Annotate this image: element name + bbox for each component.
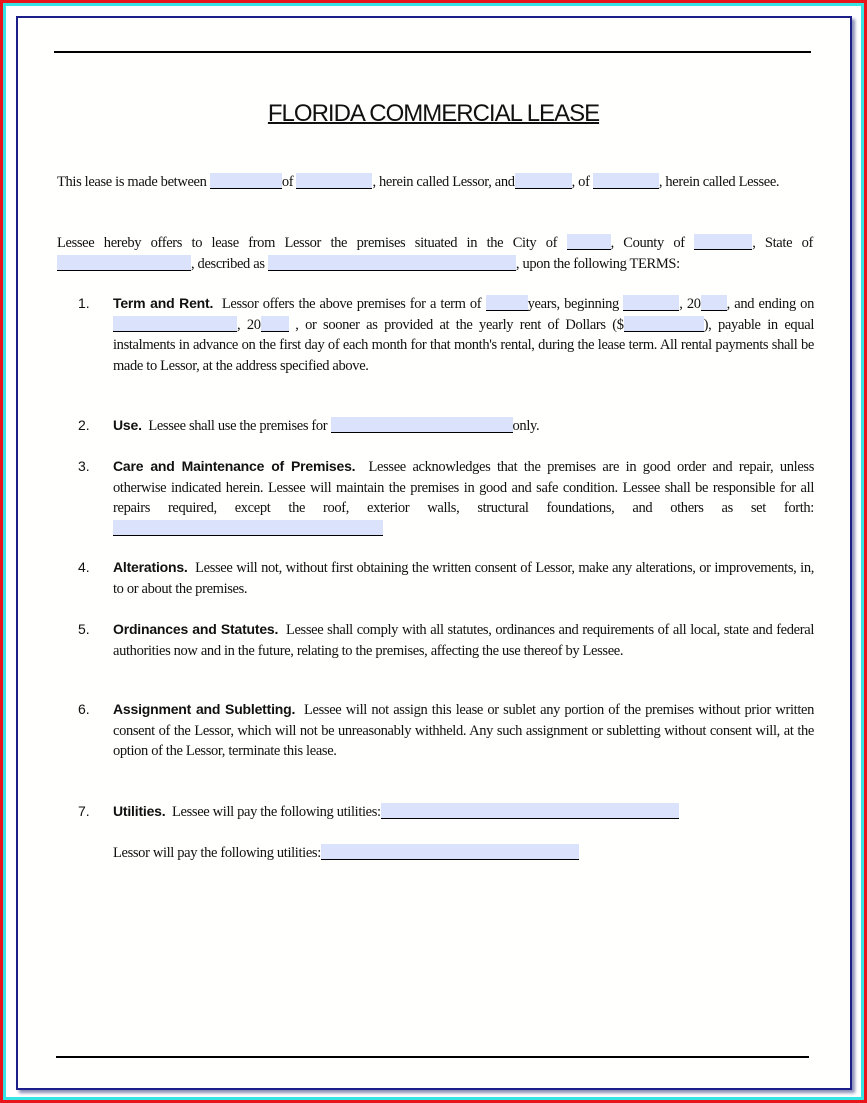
term-item-6: 6. Assignment and Subletting. Lessee will not assign this lease or sublet any portion of the premises without prior written consent of the Lessor, which will not be unreasonably withheld. Any such assignment or subletting without consent will, at the option of the Lessor, terminate this lease. xyxy=(78,701,814,759)
lessor-address-field[interactable] xyxy=(296,173,372,189)
lessor-utilities-field[interactable] xyxy=(321,844,579,860)
begin-date-field[interactable] xyxy=(623,295,679,311)
intro-paragraph-premises: Lessee hereby offers to lease from Lessor the premises situated in the City of , County of , State of , described as , upon the following TERMS: xyxy=(57,235,813,272)
term-item-3: 3. Care and Maintenance of Premises. Lessee acknowledges that the premises are in good order and repair, unless otherwise indicated herein. Lessee will maintain the premises in good and safe condition. Lessee shall be responsible for all repairs required, except the roof, exterior walls, structural foundations, and others as set forth: xyxy=(78,456,814,539)
lessee-name-field[interactable] xyxy=(515,173,572,189)
city-field[interactable] xyxy=(567,234,611,250)
lessee-address-field[interactable] xyxy=(593,173,659,189)
use-purpose-field[interactable] xyxy=(331,417,513,433)
begin-year-field[interactable] xyxy=(701,295,727,311)
term-item-2: 2. Use. Lessee shall use the premises for only. xyxy=(78,417,540,434)
premises-description-field[interactable] xyxy=(268,255,516,271)
county-field[interactable] xyxy=(694,234,752,250)
term-item-1: 1. Term and Rent. Lessor offers the above premises for a term of years, beginning , 20 , and ending on , 20 , or sooner as provided at the yearly rent of Dollars ($ ), payable in equal instalments in advance on the first day of each month for that month's rental, during the lease term. All rental payments shall be made to Lessor, at the address specified above. xyxy=(78,295,814,374)
lessor-name-field[interactable] xyxy=(210,173,282,189)
lessee-utilities-field[interactable] xyxy=(381,803,679,819)
top-rule xyxy=(54,51,811,53)
repairs-exceptions-field[interactable] xyxy=(113,520,383,536)
term-item-4: 4. Alterations. Lessee will not, without first obtaining the written consent of Lessor, make any alterations, or improvements, in, to or about the premises. xyxy=(78,559,814,597)
term-item-7: 7. Utilities. Lessee will pay the following utilities: Lessor will pay the following utilities: xyxy=(78,801,814,863)
rent-amount-field[interactable] xyxy=(624,316,704,332)
bottom-rule xyxy=(56,1056,809,1058)
end-date-field[interactable] xyxy=(113,316,237,332)
intro-paragraph-parties: This lease is made between of , herein called Lessor, and , of , herein called Lessee. xyxy=(57,174,780,190)
term-item-5: 5. Ordinances and Statutes. Lessee shall comply with all statutes, ordinances and requirements of all local, state and federal authorities now and in the future, relating to the premises, affecting the use thereof by Lessee. xyxy=(78,621,815,659)
end-year-field[interactable] xyxy=(261,316,289,332)
state-field[interactable] xyxy=(57,255,191,271)
term-years-field[interactable] xyxy=(486,295,528,311)
document-title: FLORIDA COMMERCIAL LEASE xyxy=(267,100,600,127)
